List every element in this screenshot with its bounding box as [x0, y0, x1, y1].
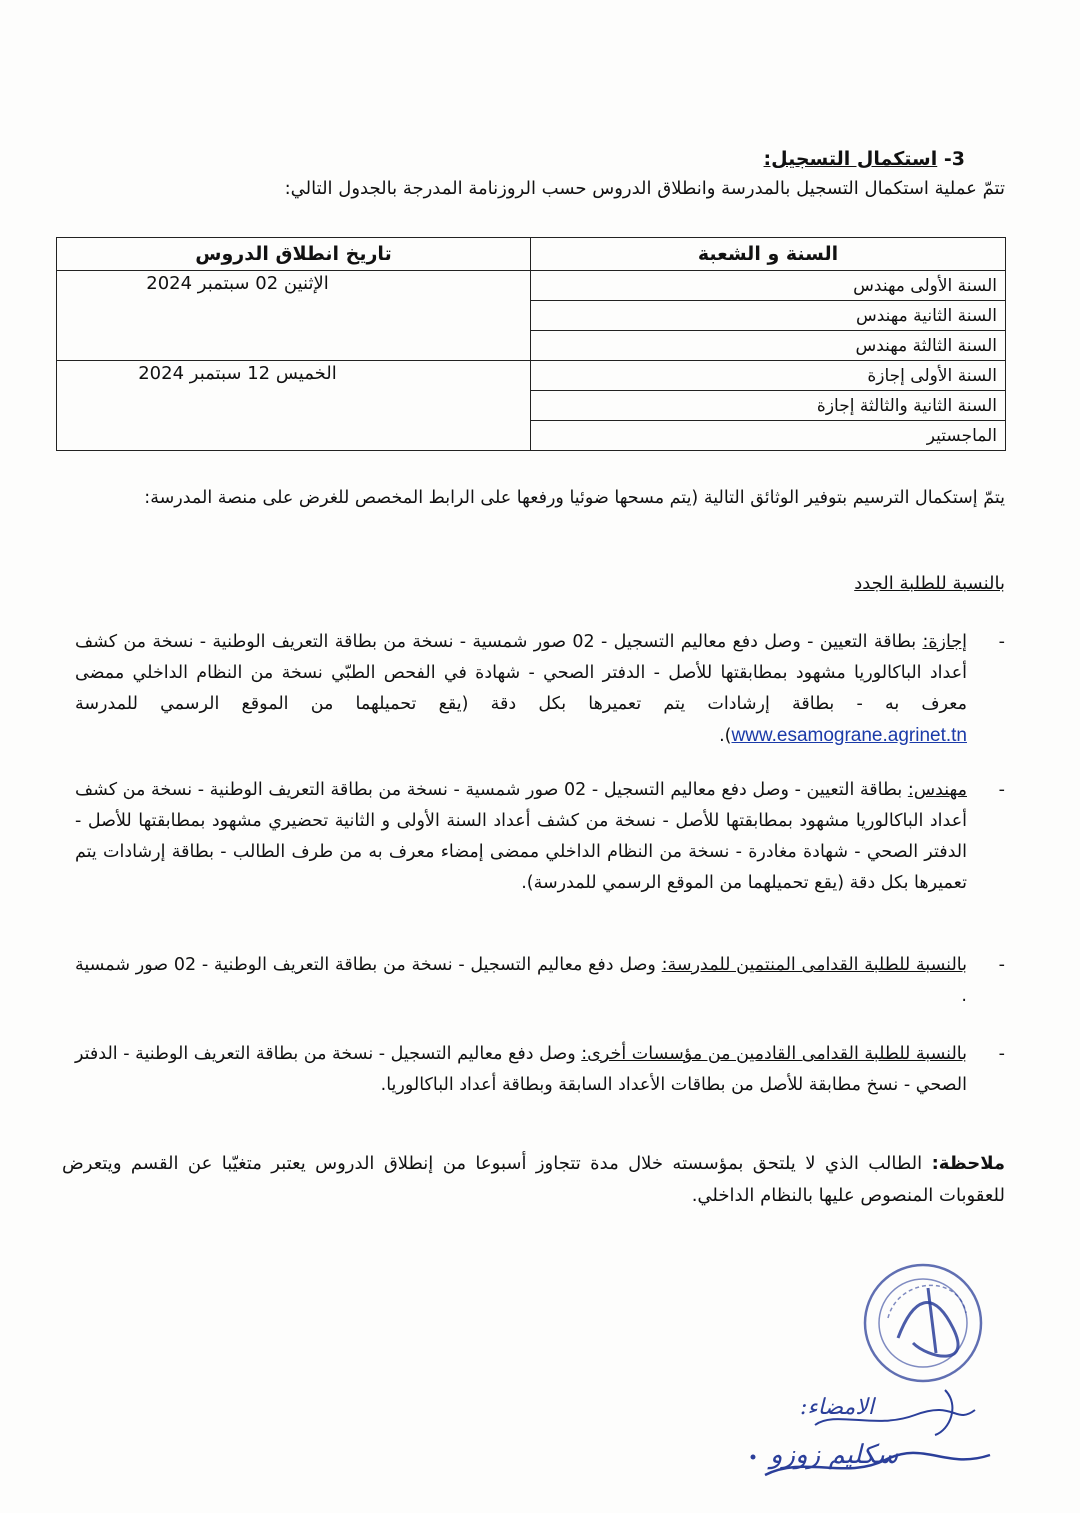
item-label: بالنسبة للطلبة القدامى المنتمين للمدرسة:	[661, 955, 967, 975]
signature-name: سكليم زوزو	[770, 1440, 899, 1470]
item-tail: ).	[719, 726, 732, 746]
item-text: بطاقة التعيين - وصل دفع معاليم التسجيل - 02 صور شمسية - نسخة من بطاقة التعريف الوطنية - نسخة من كشف أعداد الباكالوريا مشهود بمطابقتها للأصل - الدفتر الصحي - شهادة في الفحص الطبّي نسخة من النظام الداخلي ممضى معرف به - بطاقة إرشادات يتم تعميرها بكل دقة (يقع تحميلهما من الموقع الرسمي للمدرسة	[75, 632, 967, 714]
note-label: ملاحظة:	[931, 1153, 1006, 1174]
section-heading	[764, 148, 965, 170]
level-cell: السنة الثانية مهندس	[531, 301, 1006, 331]
table-row	[57, 361, 1006, 391]
header-year-branch: السنة و الشعبة	[531, 238, 1006, 271]
item-text: وصل دفع معاليم التسجيل - نسخة من بطاقة التعريف الوطنية - 02 صور شمسية .	[75, 955, 967, 1006]
list-item	[75, 1039, 1005, 1101]
bullet-dash: -	[998, 632, 1005, 652]
signature-label: الامضاء:	[800, 1395, 874, 1420]
level-cell: الماجستير	[531, 421, 1006, 451]
level-cell: السنة الثانية والثالثة إجازة	[531, 391, 1006, 421]
table-row	[57, 271, 1006, 301]
item-label: مهندس:	[907, 780, 967, 800]
level-cell: السنة الأولى إجازة	[531, 361, 1006, 391]
bullet-dash: -	[998, 955, 1005, 975]
level-cell: السنة الأولى مهندس	[531, 271, 1006, 301]
level-cell: السنة الثالثة مهندس	[531, 331, 1006, 361]
item-label: بالنسبة للطلبة القدامى القادمين من مؤسسات أخرى:	[581, 1044, 967, 1064]
schedule-table	[56, 237, 1006, 451]
list-item	[75, 627, 1005, 752]
new-students-heading: بالنسبة للطلبة الجدد	[854, 573, 1005, 594]
section-title: استكمال التسجيل:	[763, 148, 938, 170]
note-text: الطالب الذي لا يلتحق بمؤسسته خلال مدة تتجاوز أسبوعا من إنطلاق الدروس يعتبر متغيّبا عن القسم ويتعرض للعقوبات المنصوص عليها بالنظام الداخلي.	[62, 1153, 1005, 1206]
list-item	[75, 950, 1005, 1012]
documents-intro: يتمّ إستكمال الترسيم بتوفير الوثائق التالية (يتم مسحها ضوئيا ورفعها على الرابط المخصص للغرض على منصة المدرسة:	[144, 488, 1005, 508]
section-number: 3-	[943, 148, 965, 170]
item-label: إجازة:	[922, 632, 967, 652]
list-item	[75, 775, 1005, 899]
bullet-dash: -	[998, 780, 1005, 800]
official-stamp	[858, 1258, 988, 1388]
intro-paragraph: تتمّ عملية استكمال التسجيل بالمدرسة وانطلاق الدروس حسب الروزنامة المدرجة بالجدول التالي:	[284, 178, 1005, 199]
bullet-dash: -	[998, 1044, 1005, 1064]
note-paragraph	[62, 1148, 1005, 1212]
website-link[interactable]: www.esamograne.agrinet.tn	[731, 725, 967, 746]
item-text: بطاقة التعيين - وصل دفع معاليم التسجيل - 02 صور شمسية - نسخة من بطاقة التعريف الوطنية - نسخة من كشف أعداد الباكالوريا مشهود بمطابقتها للأصل - نسخة من كشف أعداد السنة الأولى و الثانية تحضيري مشهود بمطابقتها للأصل - الدفتر الصحي - شهادة مغادرة - نسخة من النظام الداخلي ممضى إمضاء معرف به من طرف الطالب - بطاقة إرشادات يتم تعميرها بكل دقة (يقع تحميلهما من الموقع الرسمي للمدرسة).	[75, 780, 967, 893]
date-cell: الإثنين 02 سبتمبر 2024	[57, 271, 531, 361]
date-cell: الخميس 12 سبتمبر 2024	[57, 361, 531, 451]
header-start-date: تاريخ انطلاق الدروس	[57, 238, 531, 271]
item-text: وصل دفع معاليم التسجيل - نسخة من بطاقة التعريف الوطنية - الدفتر الصحي - نسخ مطابقة للأصل من بطاقات الأعداد السابقة وبطاقة أعداد الباكالوريا.	[74, 1044, 967, 1095]
table-header-row	[57, 238, 1006, 271]
